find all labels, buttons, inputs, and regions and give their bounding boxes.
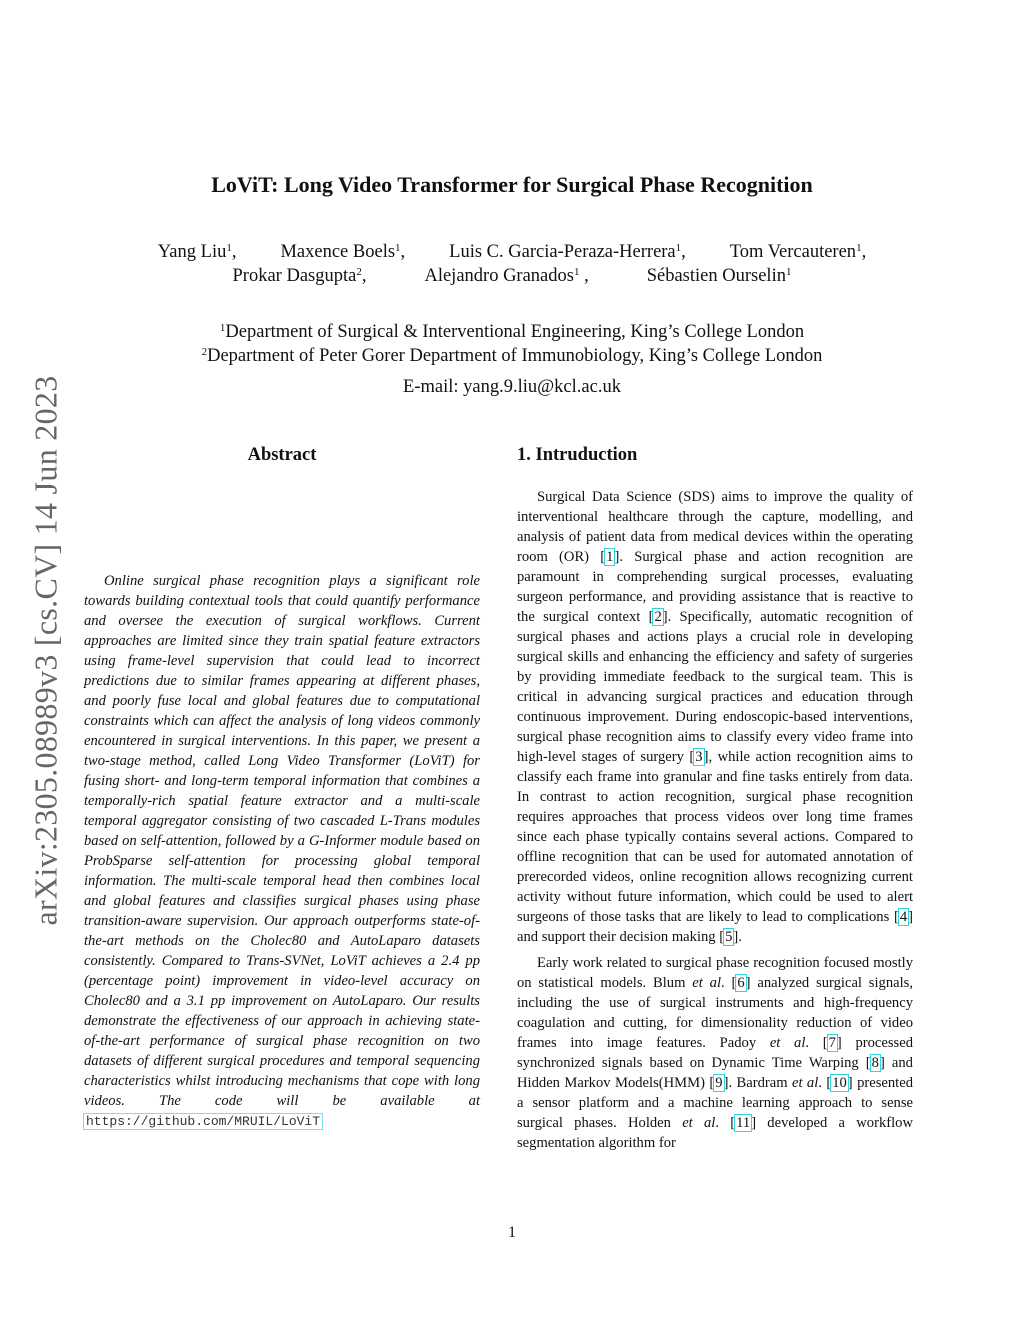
affiliation-line: $^2$Department of Peter Gorer Department of Immunobiology, King’s College London [201, 346, 823, 366]
introduction-body [517, 487, 913, 1159]
citation-link[interactable]: 6 [737, 975, 745, 991]
affiliation-line: $^1$Department of Surgical & Interventional Engineering, King’s College London [219, 322, 805, 342]
citation-link[interactable]: 1 [606, 549, 614, 565]
author-name: Tom Vercauteren$^1$, [729, 242, 867, 262]
arxiv-stamp-text: arXiv:2305.08989v3 [cs.CV] 14 Jun 2023 [27, 374, 64, 926]
citation-link[interactable]: 9 [715, 1075, 723, 1091]
author-affiliation-mark: 1 [856, 242, 862, 254]
author-affiliation-mark: 1 [573, 266, 580, 278]
abstract-heading: Abstract [247, 445, 317, 465]
citation-link[interactable]: 2 [654, 609, 662, 625]
citation-link[interactable]: 5 [725, 929, 733, 945]
introduction-heading: 1. Intruduction [517, 445, 638, 465]
author-name: Yang Liu$^1$, [157, 242, 237, 262]
citation-link[interactable]: 11 [736, 1115, 751, 1131]
arxiv-stamp [28, 355, 64, 945]
abstract-text: Online surgical phase recognition plays a significant role towards building contextual tools that could quantify performance and oversee the execution of surgical workflows. Current approaches are limited since they train spatial feature extractors using frame-level supervision that could lead to incorrect predictions due to similar frames appearing at different phases, and poorly fuse local and global features due to computational constraints which can affect the analysis of long videos commonly encountered in surgical interventions. In this paper, we present a two-stage method, called Long Video Transformer (LoViT) for fusing short- and long-term temporal information that combines a temporally-rich spatial feature extractor and a multi-scale temporal aggregator consisting of two cascaded L-Trans modules based on self-attention, followed by a G-Informer module based on ProbSparse self-attention for processing global temporal information. The multi-scale temporal head then combines local and global features and classifies surgical phases using phase transition-aware supervision. Our approach outperforms state-of-the-art methods on the Cholec80 and AutoLaparo datasets consistently. Compared to Trans-SVNet, LoViT achieves a 2.4 pp (percentage point) improvement in video-level accuracy on Cholec80 and a 3.1 pp improvement on AutoLaparo. Our results demonstrate the effectiveness of our approach in achieving state-of-the-art performance of surgical phase recognition on two datasets of different surgical procedures and temporal sequencing characteristics whilst introducing mechanisms that cope with long videos. The code will be available at [84, 573, 480, 1109]
author-name: Prokar Dasgupta$^2$, [232, 266, 367, 286]
author-name: Sébastien Ourselin$^1$ [646, 266, 792, 286]
abstract-body [84, 571, 480, 1132]
code-link[interactable]: https://github.com/MRUIL/LoViT [86, 1114, 321, 1129]
author-name: Maxence Boels$^1$, [280, 242, 406, 262]
intro-paragraph-2: Early work related to surgical phase recognition focused mostly on statistical models. Blum et al. [6] analyzed surgical signals, including the use of surgical instruments and high-frequency coagulation and cutting, for dimensionality reduction of video frames into image features. Padoy et al. [7] processed synchronized signals based on Dynamic Time Warping [8] and Hidden Markov Models(HMM) [9]. Bardram et al. [10] presented a sensor platform and a machine learning approach to sense surgical phases. Holden et al. [11] developed a workflow segmentation algorithm for [517, 955, 914, 1151]
author-name: Alejandro Granados$^1$ , [424, 266, 589, 286]
citation-link[interactable]: 10 [832, 1075, 847, 1091]
author-affiliation-mark: 1 [785, 266, 792, 278]
citation-link[interactable]: 4 [899, 909, 908, 925]
author-name: Luis C. Garcia-Peraza-Herrera$^1$, [449, 242, 686, 262]
author-affiliation-mark: 1 [226, 242, 232, 254]
author-row-2 [0, 264, 1024, 288]
affiliations [0, 320, 1024, 368]
citation-link[interactable]: 7 [828, 1035, 836, 1051]
emphasis-text: et al [682, 1115, 716, 1131]
emphasis-text: et al [769, 1035, 806, 1051]
citation-link[interactable]: 8 [871, 1055, 879, 1071]
citation-link[interactable]: 3 [695, 749, 703, 765]
author-row-1 [0, 240, 1024, 264]
affiliation-number: 1 [219, 322, 226, 334]
abstract-paragraph [84, 571, 480, 1132]
emphasis-text: et al [692, 975, 721, 991]
emphasis-text: et al [791, 1075, 819, 1091]
author-affiliation-mark: 2 [356, 266, 362, 278]
author-list [0, 240, 1024, 288]
paper-title: LoViT: Long Video Transformer for Surgical Phase Recognition [211, 172, 813, 197]
contact-email: E-mail: yang.9.liu@kcl.ac.uk [403, 377, 621, 397]
affiliation-number: 2 [201, 346, 208, 358]
intro-paragraph-1: Surgical Data Science (SDS) aims to improve the quality of interventional healthcare through the capture, modelling, and analysis of patient data from medical devices within the operating room (OR) [1]. Surgical phase and action recognition are paramount in comprehending surgical processes, evaluating surgeon performance, and providing assistance that is reactive to the surgical context [2]. Specifically, automatic recognition of surgical phases and actions plays a crucial role in developing surgical skills and enhancing the efficiency and safety of surgeries by providing immediate feedback to the surgical team. This is critical in advancing surgical practices and education through continuous improvement. During endoscopic-based interventions, surgical phase recognition aims to classify every video frame into high-level stages of surgery [3], while action recognition aims to classify each frame into granular and fine tasks entirely from data. In contrast to action recognition, surgical phase recognition requires approaches that process videos over long time frames since each phase typically contains several actions. Compared to offline recognition that can be used for automated annotation of prerecorded videos, online recognition allows recognizing current activity without future information, which could be used to alert surgeons of those tasks that are likely to lead to complications [4] and support their decision making [5]. [517, 489, 913, 945]
author-affiliation-mark: 1 [395, 242, 401, 254]
author-affiliation-mark: 1 [675, 242, 682, 254]
page-number: 1 [508, 1224, 516, 1241]
